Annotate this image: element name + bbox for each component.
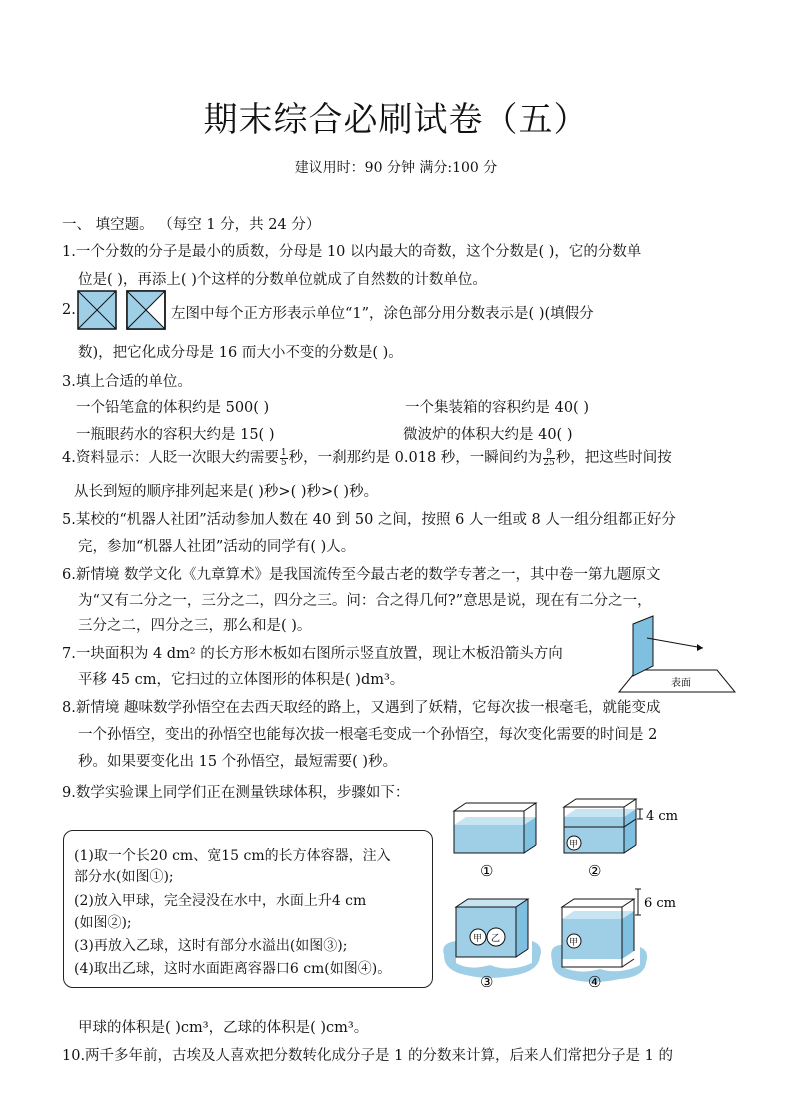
q5-line1: 5.某校的“机器人社团”活动参加人数在 40 到 50 之间，按照 6 人一组或 8 人一组分组都正好分 [62,512,676,528]
q1-line1: 1.一个分数的分子是最小的质数，分母是 10 以内最大的奇数，这个分数是( )，它的分数单 [62,244,642,260]
figure-label-4: ④ [588,973,602,991]
q9-line1: 9.数学实验课上同学们正在测量铁球体积，步骤如下： [62,785,410,801]
section-heading: 一、 填空题。 （每空 1 分，共 24 分） [62,217,321,233]
page-title: 期末综合必刷试卷（五） [203,100,589,140]
q4-text-2: 秒，一刹那约是 0.018 秒，一瞬间约为 [288,450,543,466]
q2-line2: 数)，把它化成分母是 16 而大小不变的分数是( )。 [78,345,403,361]
figure-label-2: ② [588,862,602,880]
q5-line2: 完，参加“机器人社团”活动的同学有( )人。 [78,539,356,555]
fraction-denominator: 5 [280,457,287,468]
container-figure-2 [564,799,678,880]
fraction-denominator: 25 [543,457,555,468]
dimension-6cm: 6 cm [644,896,677,911]
step-3: (3)再放入乙球，这时有部分水溢出(如图③); [74,938,348,954]
step-1-line-2: 部分水(如图①); [74,869,174,885]
page-subtitle: 建议用时：90 分钟 满分:100 分 [294,160,498,176]
container-figure-3 [443,899,541,991]
fraction-numerator: 9 [543,449,554,459]
fraction-1-5 [280,449,288,468]
fraction-9-25 [543,449,554,468]
q7-line1: 7.一块面积为 4 dm² 的长方形木板如右图所示竖直放置，现让木板沿箭头方向 [62,646,563,662]
q3-item-d: 微波炉的体积大约是 40( ) [403,427,573,443]
step-2-line-2: (如图②); [74,915,132,931]
q4-text-3: 秒，把这些时间按 [555,450,672,466]
q2-number: 2. [62,302,76,318]
q10-line1: 10.两千多年前，古埃及人喜欢把分数转化成分子是 1 的分数来计算，后来人们常把分子是 1 的 [62,1048,673,1064]
q3-item-b: 一个集装箱的容积约是 40( ) [405,400,589,416]
q6-line2: 为“又有二分之一，三分之二，四分之三。问：合之得几何?”意思是说，现在有二分之一， [78,593,652,609]
step-1-line-1: (1)取一个长20 cm、宽15 cm的长方体容器，注入 [74,848,391,864]
fraction-numerator: 1 [280,447,287,458]
q1-line2: 位是( )，再添上( )个这样的分数单位就成了自然数的计数单位。 [78,272,487,288]
figure-label-3: ③ [480,973,494,991]
ball-a-label: 甲 [569,840,579,850]
q3-heading: 3.填上合适的单位。 [62,374,192,390]
q8-line2: 一个孙悟空，变出的孙悟空也能每次拔一根毫毛变成一个孙悟空，每次变化需要的时间是 2 [78,727,658,743]
q4-line1 [62,446,672,468]
steps-box [63,830,433,988]
q2-line1: 左图中每个正方形表示单位“1”，涂色部分用分数表示是( )(填假分 [171,306,594,322]
shaded-squares-figure [77,290,169,332]
q4-text-1: 4.资料显示：人眨一次眼大约需要 [62,450,279,466]
q8-line1: 8.新情境 趣味数学孙悟空在去西天取经的路上，又遇到了妖精，它每次拔一根毫毛，就能变成 [62,700,661,716]
container-figure-1 [454,803,536,880]
step-4: (4)取出乙球，这时水面距离容器口6 cm(如图④)。 [74,961,392,977]
dimension-4cm: 4 cm [646,809,679,824]
ball-a-label: 甲 [473,934,483,944]
q8-line3: 秒。如果要变化出 15 个孙悟空，最短需要( )秒。 [78,754,398,770]
q4-line2: 从长到短的顺序排列起来是( )秒>( )秒>( )秒。 [74,484,379,500]
q6-line1: 6.新情境 数学文化《九章算术》是我国流传至今最古老的数学专著之一，其中卷一第九题原文 [62,567,661,583]
q3-item-a: 一个铅笔盒的体积约是 500( ) [76,400,270,416]
board-translation-figure [617,610,737,700]
square-2 [127,291,165,329]
q6-line3: 三分之二，四分之三，那么和是( )。 [78,618,312,634]
step-2-line-1: (2)放入甲球，完全浸没在水中，水面上升4 cm [74,893,367,909]
q3-item-c: 一瓶眼药水的容积大约是 15( ) [76,427,275,443]
q7-line2: 平移 45 cm，它扫过的立体图形的体积是( )dm³。 [78,672,405,688]
container-figures [440,795,710,995]
ball-a-label: 甲 [569,938,579,948]
q9-answer-line: 甲球的体积是( )cm³，乙球的体积是( )cm³。 [78,1020,369,1036]
square-1 [78,291,116,329]
figure-label-1: ① [480,862,494,880]
container-figure-4 [551,889,676,991]
ball-b-label: 乙 [491,934,501,944]
surface-label: 表面 [671,678,691,689]
